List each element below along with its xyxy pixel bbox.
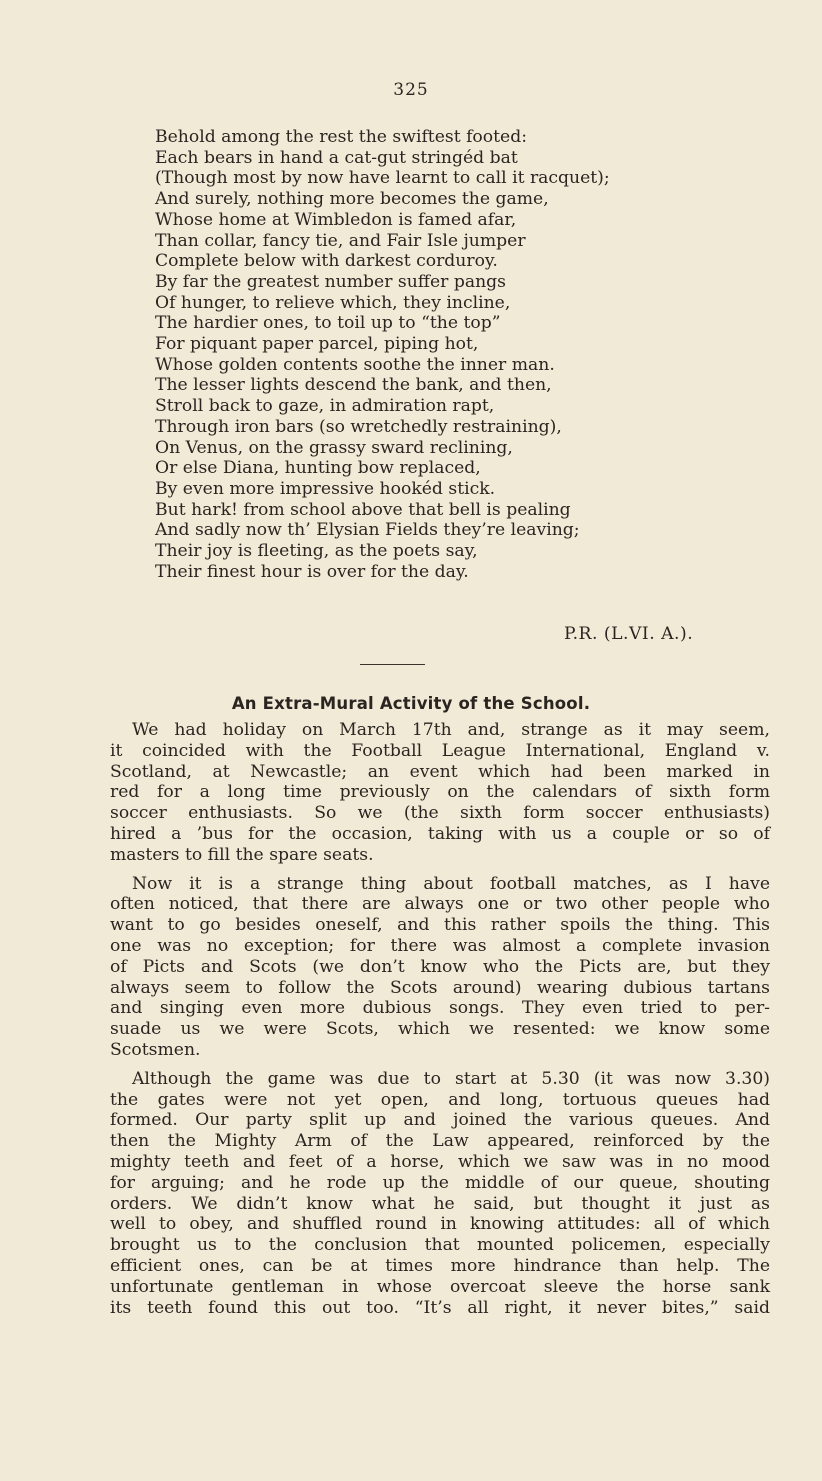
poem-line: Behold among the rest the swiftest footed: <box>155 127 527 147</box>
poem-line: Complete below with darkest corduroy. <box>155 251 498 272</box>
article-line: orders. We didn’t know what he said, but thought it just as <box>110 1193 770 1214</box>
poem-line: Stroll back to gaze, in admiration rapt, <box>155 396 495 417</box>
article-body <box>110 720 770 1318</box>
article-line: unfortunate gentleman in whose overcoat sleeve the horse sank <box>110 1276 770 1297</box>
article-line: masters to fill the spare seats. <box>110 844 374 865</box>
article-line: and singing even more dubious songs. They even tried to per- <box>110 998 770 1019</box>
article-line: suade us we were Scots, which we resented: we know some <box>110 1019 770 1040</box>
poem-line: Their finest hour is over for the day. <box>155 561 469 582</box>
poem-line: Whose home at Wimbledon is famed afar, <box>155 209 517 230</box>
article-line: brought us to the conclusion that mounted policemen, especially <box>110 1235 770 1256</box>
article-line: mighty teeth and feet of a horse, which we saw was in no mood <box>110 1151 770 1172</box>
poem-line: By far the greatest number suffer pangs <box>155 271 506 292</box>
article-line: then the Mighty Arm of the Law appeared, reinforced by the <box>110 1131 770 1152</box>
poem-line: And sadly now th’ Elysian Fields they’re leaving; <box>155 520 580 541</box>
poem-line: On Venus, on the grassy sward reclining, <box>155 437 513 458</box>
poem-line: But hark! from school above that bell is pealing <box>155 499 571 520</box>
article-line: one was no exception; for there was almost a complete invasion <box>110 935 770 956</box>
article-line: formed. Our party split up and joined the various queues. And <box>110 1110 770 1131</box>
article-line: it coincided with the Football League International, England v. <box>110 740 770 761</box>
poem-line: For piquant paper parcel, piping hot, <box>155 334 479 355</box>
poem-line: Of hunger, to relieve which, they incline, <box>155 292 511 313</box>
article-title: An Extra-Mural Activity of the School. <box>231 694 591 713</box>
article-line: well to obey, and shuffled round in knowing attitudes: all of which <box>110 1214 770 1235</box>
article-line: of Picts and Scots (we don’t know who the Picts are, but they <box>110 956 770 977</box>
article-line: red for a long time previously on the calendars of sixth form <box>110 782 770 803</box>
article-paragraph <box>110 1069 770 1319</box>
poem-line: Whose golden contents soothe the inner man. <box>155 354 555 375</box>
poem-line: Their joy is fleeting, as the poets say, <box>155 541 478 562</box>
poem-line: Through iron bars (so wretchedly restraining), <box>155 416 562 437</box>
article-line: the gates were not yet open, and long, tortuous queues had <box>110 1089 770 1110</box>
poem-line: Or else Diana, hunting bow replaced, <box>155 458 481 479</box>
article-line: often noticed, that there are always one or two other people who <box>110 894 770 915</box>
article-line: We had holiday on March 17th and, strange as it may seem, <box>132 720 770 740</box>
poem <box>155 127 610 582</box>
article-line: Scotland, at Newcastle; an event which had been marked in <box>110 761 770 782</box>
article-line: efficient ones, can be at times more hindrance than help. The <box>110 1255 770 1276</box>
article-line: for arguing; and he rode up the middle of our queue, shouting <box>110 1172 770 1193</box>
poem-line: (Though most by now have learnt to call it racquet); <box>155 168 610 189</box>
article-line: soccer enthusiasts. So we (the sixth form soccer enthusiasts) <box>110 803 770 824</box>
article-line: want to go besides oneself, and this rather spoils the thing. This <box>110 915 770 936</box>
poem-signature: P.R. (L.VI. A.). <box>564 624 694 644</box>
article-line: Although the game was due to start at 5.30 (it was now 3.30) <box>132 1068 770 1089</box>
page-number: 325 <box>393 80 429 100</box>
poem-line: Each bears in hand a cat-gut stringéd bat <box>155 147 518 168</box>
poem-line: Than collar, fancy tie, and Fair Isle jumper <box>155 230 526 251</box>
section-divider <box>360 664 425 665</box>
poem-line: And surely, nothing more becomes the game, <box>155 189 549 210</box>
poem-line: The lesser lights descend the bank, and then, <box>155 375 552 396</box>
poem-line: By even more impressive hookéd stick. <box>155 478 496 499</box>
article-paragraph <box>110 874 770 1061</box>
article-line: Scotsmen. <box>110 1039 201 1060</box>
poem-line: The hardier ones, to toil up to “the top” <box>155 313 501 334</box>
article-paragraph <box>110 720 770 866</box>
article-line: hired a ’bus for the occasion, taking with us a couple or so of <box>110 823 770 844</box>
article-line: always seem to follow the Scots around) wearing dubious tartans <box>110 977 770 998</box>
article-line: its teeth found this out too. “It’s all right, it never bites,” said <box>110 1297 770 1318</box>
article-line: Now it is a strange thing about football matches, as I have <box>132 873 770 894</box>
